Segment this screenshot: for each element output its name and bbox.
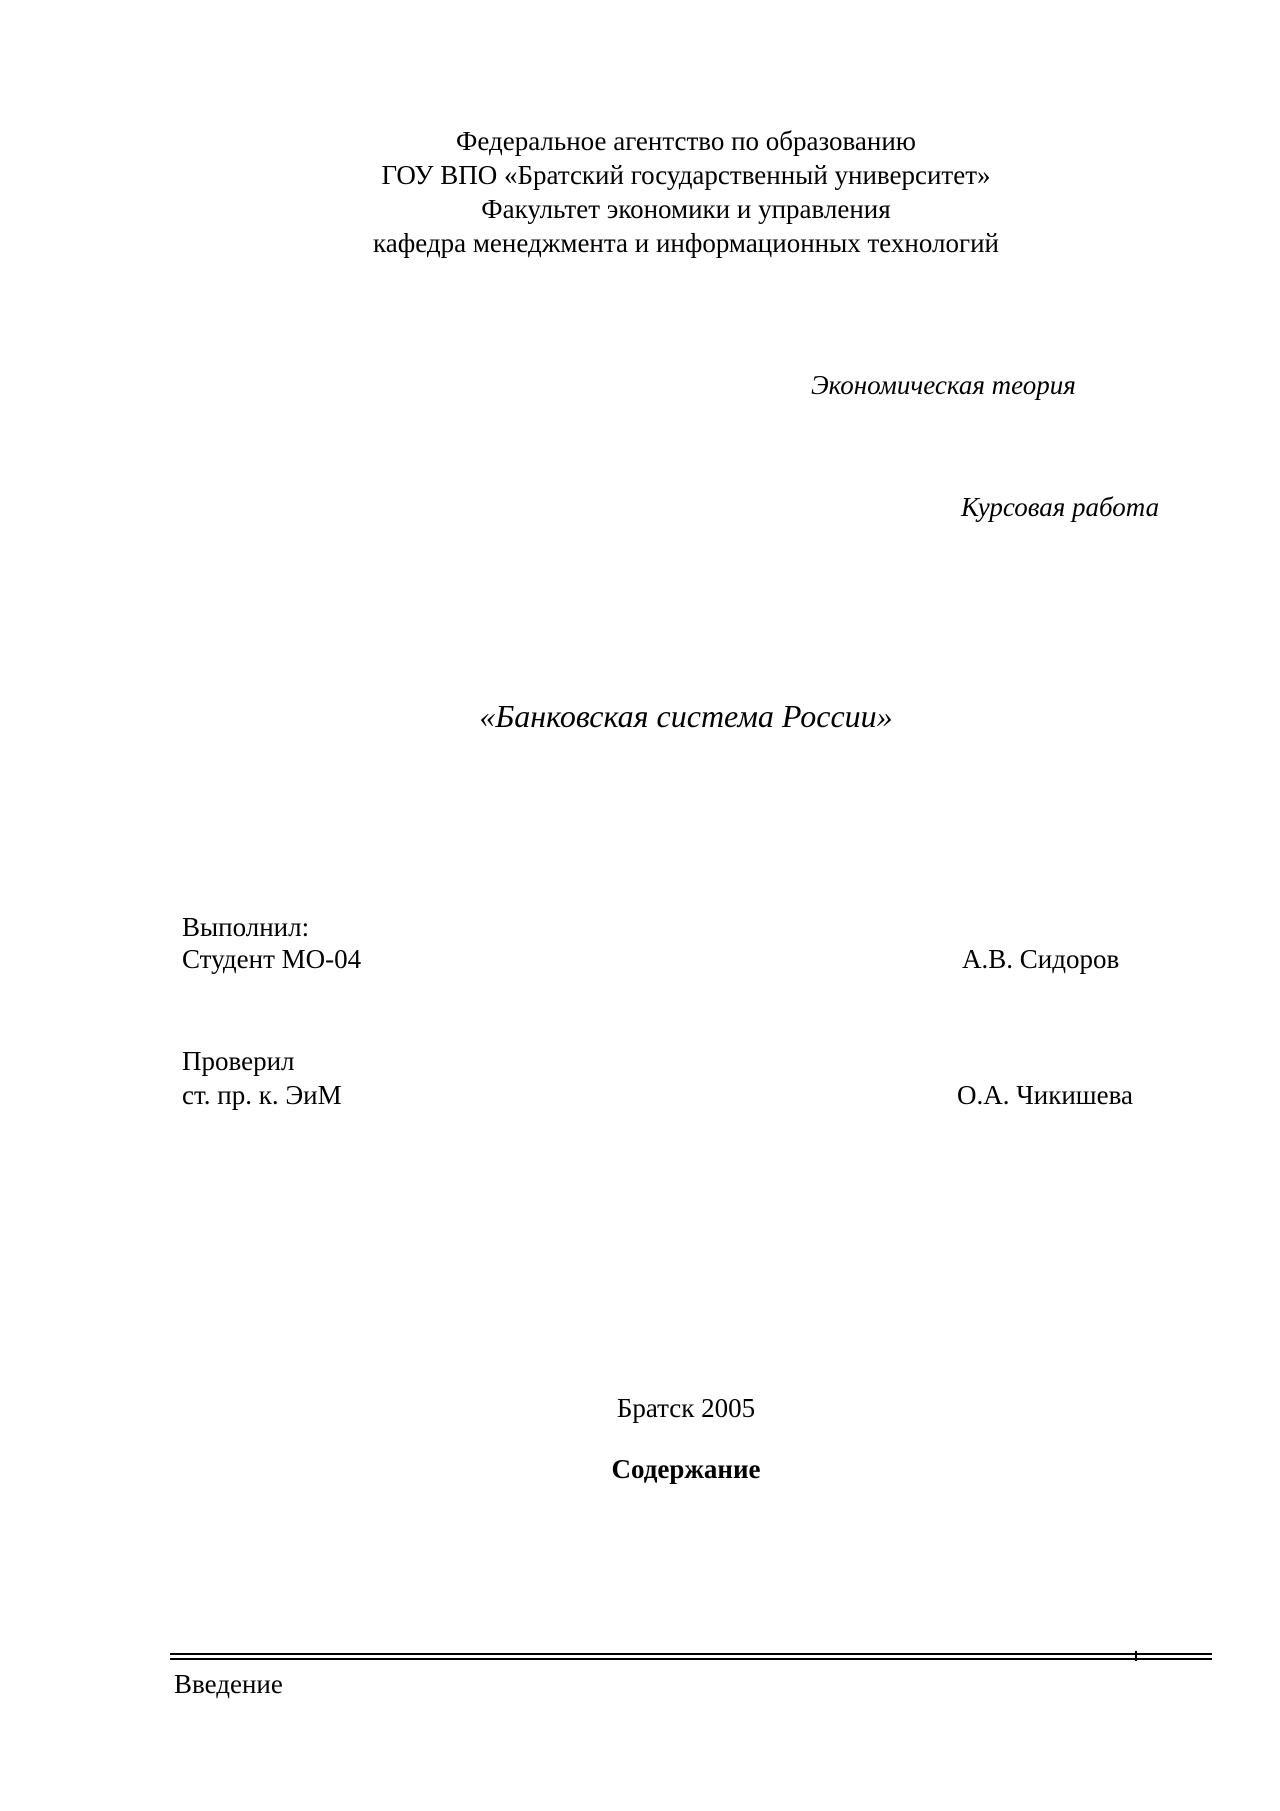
place-year: Братск 2005 (616, 1393, 756, 1423)
work-type-label: Курсовая работа (961, 492, 1160, 522)
agency-line: Федеральное агентство по образованию (456, 126, 916, 156)
checked-role: ст. пр. к. ЭиМ (182, 1080, 342, 1110)
university-line: ГОУ ВПО «Братский государственный университет» (381, 160, 991, 190)
toc-heading: Содержание (611, 1454, 761, 1484)
institution-header (0, 124, 1280, 260)
performed-label: Выполнил: (182, 912, 310, 942)
department-line: кафедра менеджмента и информационных технологий (373, 228, 999, 258)
document-title: «Банковская система России» (479, 698, 893, 734)
subject-label: Экономическая теория (811, 370, 1076, 400)
checked-name: О.А. Чикишева (957, 1080, 1133, 1110)
checked-label: Проверил (182, 1046, 295, 1076)
faculty-line: Факультет экономики и управления (481, 194, 891, 224)
toc-rule-tick (1135, 1651, 1137, 1661)
performed-role: Студент МО-04 (182, 944, 362, 974)
performed-name: А.В. Сидоров (962, 944, 1120, 974)
toc-item-introduction: Введение (174, 1669, 283, 1699)
toc-rule (170, 1653, 1212, 1660)
